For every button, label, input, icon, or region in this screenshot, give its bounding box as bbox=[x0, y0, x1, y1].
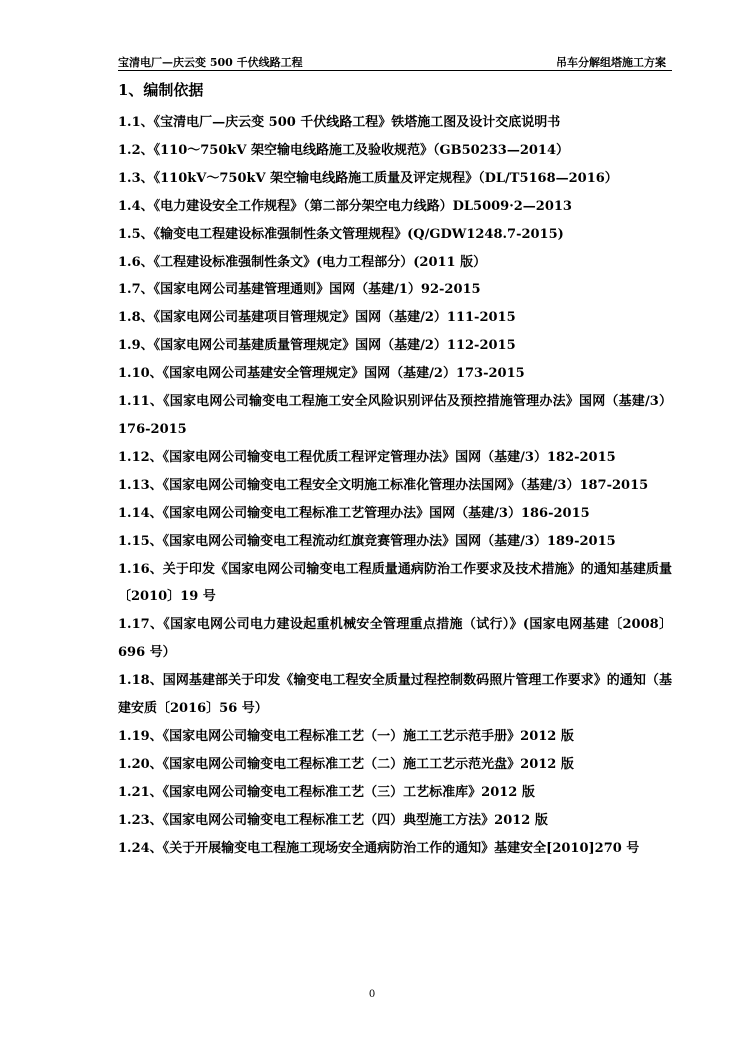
reference-item: 1.4、《电力建设安全工作规程》（第二部分架空电力线路）DL5009·2—2013 bbox=[118, 198, 572, 214]
reference-item: 1.18、国网基建部关于印发《输变电工程安全质量过程控制数码照片管理工作要求》的通知（基建安质〔2016〕56 号） bbox=[118, 673, 672, 717]
reference-item: 1.20、《国家电网公司输变电工程标准工艺（二）施工工艺示范光盘》2012 版 bbox=[118, 756, 574, 772]
reference-item: 1.3、《110kV～750kV 架空输电线路施工质量及评定规程》（DL/T5168—2016） bbox=[118, 170, 618, 186]
reference-item: 1.12、《国家电网公司输变电工程优质工程评定管理办法》国网（基建/3）182-2015 bbox=[118, 449, 616, 465]
section-heading: 1、编制依据 bbox=[118, 81, 204, 99]
reference-item: 1.7、《国家电网公司基建管理通则》国网（基建/1）92-2015 bbox=[118, 282, 481, 298]
reference-item: 1.8、《国家电网公司基建项目管理规定》国网（基建/2）111-2015 bbox=[118, 310, 516, 326]
reference-item: 1.23、《国家电网公司输变电工程标准工艺（四）典型施工方法》2012 版 bbox=[118, 812, 548, 828]
reference-item: 1.11、《国家电网公司输变电工程施工安全风险识别评估及预控措施管理办法》国网（基建/3）176-2015 bbox=[118, 394, 672, 437]
reference-item: 1.15、《国家电网公司输变电工程流动红旗竞赛管理办法》国网（基建/3）189-2015 bbox=[118, 533, 616, 549]
reference-item: 1.5、《输变电工程建设标准强制性条文管理规程》(Q/GDW1248.7-2015) bbox=[118, 226, 564, 242]
reference-item: 1.16、关于印发《国家电网公司输变电工程质量通病防治工作要求及技术措施》的通知基建质量〔2010〕19 号 bbox=[118, 561, 672, 605]
reference-item: 1.14、《国家电网公司输变电工程标准工艺管理办法》国网（基建/3）186-2015 bbox=[118, 505, 590, 521]
header-project-title: 宝清电厂—庆云变 500 千伏线路工程 bbox=[118, 56, 303, 69]
reference-item: 1.19、《国家电网公司输变电工程标准工艺（一）施工工艺示范手册》2012 版 bbox=[118, 728, 574, 744]
reference-item: 1.1、《宝清电厂—庆云变 500 千伏线路工程》铁塔施工图及设计交底说明书 bbox=[118, 115, 561, 130]
page-number: 0 bbox=[368, 989, 376, 1000]
reference-item: 1.2、《110～750kV 架空输电线路施工及验收规范》（GB50233—2014） bbox=[118, 142, 570, 158]
reference-item: 1.24、《关于开展输变电工程施工现场安全通病防治工作的通知》基建安全[2010]270 号 bbox=[118, 840, 640, 856]
page-header bbox=[118, 54, 672, 71]
reference-item: 1.21、《国家电网公司输变电工程标准工艺（三）工艺标准库》2012 版 bbox=[118, 784, 535, 800]
reference-list bbox=[118, 109, 672, 862]
reference-item: 1.17、《国家电网公司电力建设起重机械安全管理重点措施（试行）》(国家电网基建〔2008〕696 号） bbox=[118, 617, 672, 661]
reference-item: 1.6、《工程建设标准强制性条文》(电力工程部分）(2011 版） bbox=[118, 254, 487, 270]
reference-item: 1.9、《国家电网公司基建质量管理规定》国网（基建/2）112-2015 bbox=[118, 338, 516, 354]
reference-item: 1.13、《国家电网公司输变电工程安全文明施工标准化管理办法国网》（基建/3）187-2015 bbox=[118, 477, 649, 493]
header-document-title: 吊车分解组塔施工方案 bbox=[556, 56, 666, 69]
reference-item: 1.10、《国家电网公司基建安全管理规定》国网（基建/2）173-2015 bbox=[118, 366, 525, 382]
